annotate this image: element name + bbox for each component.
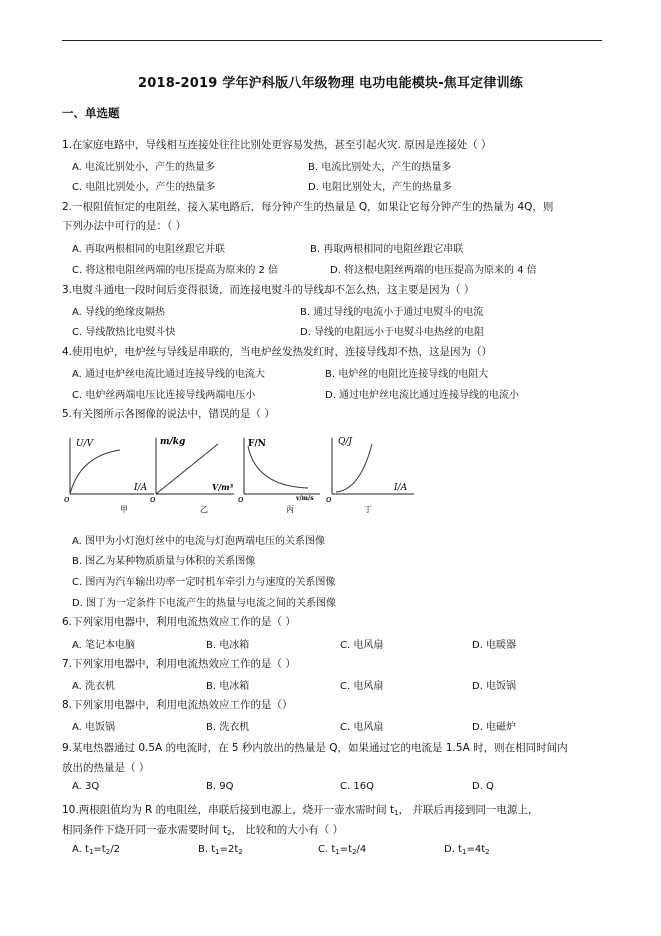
question-9-stem-line1: 9.某电热器通过 0.5A 的电流时，在 5 秒内放出的热量是 Q，如果通过它的电流是 1.5A 时，则在相同时间内 <box>62 742 568 754</box>
q10-a-part2: =t <box>93 844 106 855</box>
graph-ding <box>326 437 414 514</box>
graph-jia-origin: o <box>64 495 70 505</box>
q10-option-a[interactable] <box>72 844 120 856</box>
graph-yi-caption: 乙 <box>200 505 208 514</box>
q10-c-part1: C. t <box>318 844 336 855</box>
q1-option-b[interactable]: B. 电流比别处大，产生的热量多 <box>308 162 452 173</box>
graph-yi-line <box>156 444 218 494</box>
q10-d-part2: =4t <box>466 844 486 855</box>
q10-d-sub1: 1 <box>461 848 467 856</box>
graph-yi <box>150 437 234 514</box>
q2-option-d[interactable]: D. 将这根电阻丝两端的电压提高为原来的 4 倍 <box>330 265 537 276</box>
q6-option-c[interactable]: C. 电风扇 <box>340 640 384 651</box>
q10-a-part3: /2 <box>110 844 120 855</box>
q10-stem2-text: 相同条件下烧开同一壶水需要时间 t <box>62 824 227 836</box>
q7-option-d[interactable]: D. 电饭锅 <box>472 681 517 692</box>
header-rule <box>62 40 602 41</box>
q5-option-c[interactable]: C. 图丙为汽车输出功率一定时机车牵引力与速度的关系图像 <box>72 577 336 588</box>
graph-jia-x-label: I/A <box>134 483 148 493</box>
q5-option-b[interactable]: B. 图乙为某种物质质量与体积的关系图像 <box>72 556 256 567</box>
graph-ding-x-label: I/A <box>394 483 408 493</box>
q5-graphs-figure <box>62 432 422 518</box>
q10-a-sub1: 1 <box>88 848 94 856</box>
q10-b-part2: =2t <box>219 844 239 855</box>
q9-option-a[interactable]: A. 3Q <box>72 781 100 792</box>
q10-c-sub1: 1 <box>335 848 340 856</box>
question-10-stem-line2 <box>62 822 343 837</box>
q3-option-d[interactable]: D. 导线的电阻远小于电熨斗电热丝的电阻 <box>300 327 485 338</box>
q4-option-c[interactable]: C. 电炉丝两端电压比连接导线两端电压小 <box>72 390 256 401</box>
question-2-stem-line1: 2.一根阻值恒定的电阻丝，接入某电路后，每分钟产生的热量是 Q，如果让它每分钟产生的热量为 4Q，则 <box>62 201 554 213</box>
q3-option-a[interactable]: A. 导线的绝缘皮隔热 <box>72 307 166 318</box>
q10-b-part1: B. t <box>198 844 216 855</box>
q7-option-b[interactable]: B. 电冰箱 <box>206 681 250 692</box>
q1-option-a[interactable]: A. 电流比别处小，产生的热量多 <box>72 162 216 173</box>
q10-stem1-rest: ， 并联后再接到同一电源上， <box>398 804 539 816</box>
question-9-stem-line2: 放出的热量是（ ） <box>62 762 150 774</box>
q3-option-b[interactable]: B. 通过导线的电流小于通过电熨斗的电流 <box>300 307 484 318</box>
question-5-stem: 5.有关图所示各图像的说法中，错误的是（ ） <box>62 408 275 420</box>
question-10-stem-line1 <box>62 802 538 817</box>
q10-c-part2: =t <box>339 844 353 855</box>
q5-option-a[interactable]: A. 图甲为小灯泡灯丝中的电流与灯泡两端电压的关系图像 <box>72 536 326 547</box>
page-title: 2018-2019 学年沪科版八年级物理 电功电能模块-焦耳定律训练 <box>137 76 523 91</box>
q7-option-a[interactable]: A. 洗衣机 <box>72 681 116 692</box>
q8-option-b[interactable]: B. 洗衣机 <box>206 722 250 733</box>
q2-option-b[interactable]: B. 再取两根相同的电阻丝跟它串联 <box>310 244 464 255</box>
question-2-stem-line2: 下列办法中可行的是：（ ） <box>62 220 187 232</box>
graph-ding-caption: 丁 <box>364 505 372 514</box>
graph-ding-origin: o <box>326 495 332 505</box>
question-6-stem: 6.下列家用电器中，利用电流热效应工作的是（ ） <box>62 616 296 628</box>
question-4-stem: 4.使用电炉，电炉丝与导线是串联的，当电炉丝发热发红时，连接导线却不热，这是因为（） <box>62 346 493 358</box>
graph-jia <box>64 438 154 514</box>
q10-b-sub2: 2 <box>238 848 243 856</box>
question-7-stem: 7.下列家用电器中，利用电流热效应工作的是（ ） <box>62 658 296 670</box>
q10-option-b[interactable] <box>198 844 243 856</box>
question-1-stem: 1.在家庭电路中，导线相互连接处往往比别处更容易发热，甚至引起火灾. 原因是连接处（ ） <box>62 139 492 151</box>
question-3-stem: 3.电熨斗通电一段时间后变得很烫，而连接电熨斗的导线却不怎么热，这主要是因为（ ） <box>62 284 475 296</box>
graph-bing-x-label: v/m/s <box>296 495 314 502</box>
graph-bing-origin: o <box>238 495 244 505</box>
q9-option-d[interactable]: D. Q <box>472 781 494 792</box>
graph-bing-caption: 丙 <box>286 505 294 514</box>
q10-a-sub2: 2 <box>105 848 111 856</box>
q8-option-a[interactable]: A. 电饭锅 <box>72 722 116 733</box>
q5-option-d[interactable]: D. 图丁为一定条件下电流产生的热量与电流之间的关系图像 <box>72 598 337 609</box>
graph-jia-curve <box>70 450 120 494</box>
q9-option-b[interactable]: B. 9Q <box>206 781 234 792</box>
q10-stem1-subscript: 1 <box>394 809 399 817</box>
question-8-stem: 8.下列家用电器中，利用电流热效应工作的是（） <box>62 699 293 711</box>
q10-stem2-rest: ， 比较和的大小有（ ） <box>231 824 344 836</box>
q10-stem1-text: 10.两根阻值均为 R 的电阻丝，串联后接到电源上，烧开一壶水需时间 t <box>62 804 395 816</box>
q10-d-sub2: 2 <box>485 848 490 856</box>
q8-option-d[interactable]: D. 电磁炉 <box>472 722 517 733</box>
q10-option-c[interactable] <box>318 844 366 856</box>
q10-option-d[interactable] <box>444 844 490 856</box>
graph-yi-origin: o <box>150 495 156 505</box>
q4-option-a[interactable]: A. 通过电炉丝电流比通过连接导线的电流大 <box>72 369 266 380</box>
q10-a-part1: A. t <box>72 844 89 855</box>
graph-bing <box>238 438 320 514</box>
q2-option-a[interactable]: A. 再取两根相同的电阻丝跟它并联 <box>72 244 226 255</box>
graph-bing-curve <box>248 446 308 488</box>
q10-b-sub1: 1 <box>215 848 220 856</box>
q4-option-b[interactable]: B. 电炉丝的电阻比连接导线的电阻大 <box>325 369 489 380</box>
q10-d-part1: D. t <box>444 844 462 855</box>
graph-ding-curve <box>336 444 372 492</box>
q8-option-c[interactable]: C. 电风扇 <box>340 722 384 733</box>
graph-jia-caption: 甲 <box>120 505 128 514</box>
q7-option-c[interactable]: C. 电风扇 <box>340 681 384 692</box>
q10-c-sub2: 2 <box>352 848 357 856</box>
graph-yi-x-label: V/m³ <box>212 482 234 492</box>
graph-jia-y-label: U/V <box>76 439 94 449</box>
q4-option-d[interactable]: D. 通过电炉丝电流比通过连接导线的电流小 <box>325 390 520 401</box>
q9-option-c[interactable]: C. 16Q <box>340 781 374 792</box>
graph-bing-y-label: F/N <box>248 439 266 449</box>
section-heading: 一、单选题 <box>62 106 120 120</box>
graph-yi-y-label: m/kg <box>160 437 186 447</box>
q10-stem2-subscript: 2 <box>226 829 232 837</box>
graph-ding-y-label: Q/J <box>338 437 353 447</box>
q6-option-d[interactable]: D. 电暖器 <box>472 640 517 651</box>
q10-c-part3: /4 <box>356 844 367 855</box>
q2-option-c[interactable]: C. 将这根电阻丝两端的电压提高为原来的 2 倍 <box>72 265 279 276</box>
q1-option-d[interactable]: D. 电阻比别处大，产生的热量多 <box>308 182 453 193</box>
q1-option-c[interactable]: C. 电阻比别处小，产生的热量多 <box>72 182 216 193</box>
q6-option-a[interactable]: A. 笔记本电脑 <box>72 640 136 651</box>
q3-option-c[interactable]: C. 导线散热比电熨斗快 <box>72 327 176 338</box>
q6-option-b[interactable]: B. 电冰箱 <box>206 640 250 651</box>
